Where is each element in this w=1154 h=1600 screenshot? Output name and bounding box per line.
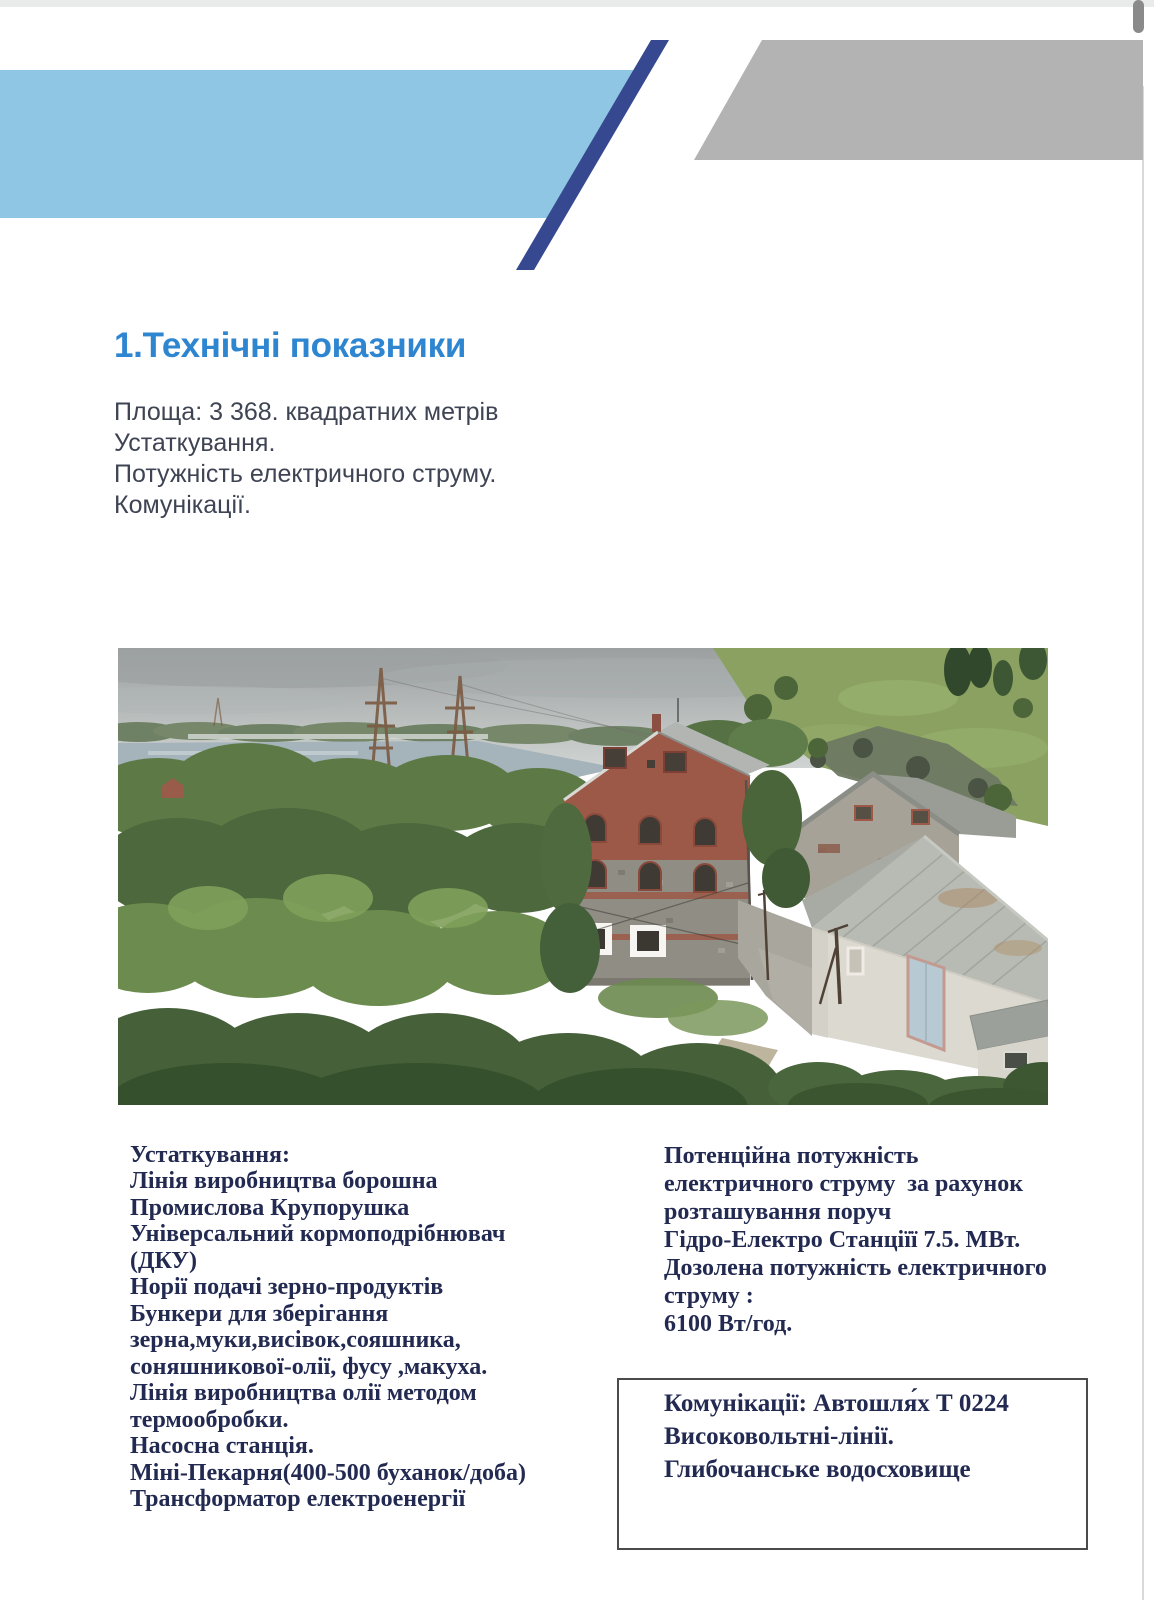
equipment-line: Промислова Крупорушка	[130, 1195, 410, 1221]
power-line: Гідро-Електро Станціїї 7.5. МВт.	[664, 1227, 1021, 1253]
page-right-edge	[1142, 86, 1144, 1600]
power-line: струму :	[664, 1283, 754, 1309]
equipment-line: (ДКУ)	[130, 1248, 198, 1274]
power-line: 6100 Вт/год.	[664, 1311, 793, 1337]
page-title: 1.Технічні показники	[114, 326, 467, 365]
property-aerial-photo	[118, 648, 1048, 1105]
header-blue-band	[0, 70, 644, 218]
power-line: Дозолена потужність електричного	[664, 1255, 1047, 1281]
equipment-line: Насосна станція.	[130, 1433, 314, 1459]
intro-line: Потужність електричного струму.	[114, 460, 497, 488]
equipment-line: зерна,муки,висівок,сояшника,	[130, 1327, 461, 1353]
intro-line: Устаткування.	[114, 429, 276, 457]
equipment-line: термообробки.	[130, 1407, 289, 1433]
infobox-line: Глибочанське водосховище	[664, 1456, 971, 1483]
equipment-line: Лінія виробництва олії методом	[130, 1380, 477, 1406]
power-line: розташування поруч	[664, 1199, 892, 1225]
header-decoration	[0, 0, 1154, 300]
infobox-line: Комунікації: Автошля́х Т 0224	[664, 1390, 1009, 1417]
power-line: Потенційна потужність	[664, 1143, 919, 1169]
equipment-line: Лінія виробництва борошна	[130, 1168, 438, 1194]
header-gray-band	[694, 40, 1143, 160]
intro-line: Площа: 3 368. квадратних метрів	[114, 398, 499, 426]
power-line: електричного струму за рахунок	[664, 1171, 1024, 1197]
equipment-line: соняшникової-олії, фусу ,макуха.	[130, 1354, 488, 1380]
equipment-line: Устаткування:	[130, 1142, 291, 1168]
equipment-line: Норії подачі зерно-продуктів	[130, 1274, 444, 1300]
infobox-line: Високовольтні-лінії.	[664, 1423, 894, 1450]
photo-artwork	[118, 648, 1048, 1105]
equipment-line: Міні-Пекарня(400-500 буханок/доба)	[130, 1460, 526, 1486]
equipment-line: Бункери для зберігання	[130, 1301, 389, 1327]
equipment-line: Універсальний кормоподрібнювач	[130, 1221, 506, 1247]
intro-line: Комунікації.	[114, 491, 251, 519]
equipment-line: Трансформатор електроенергії	[130, 1486, 466, 1512]
